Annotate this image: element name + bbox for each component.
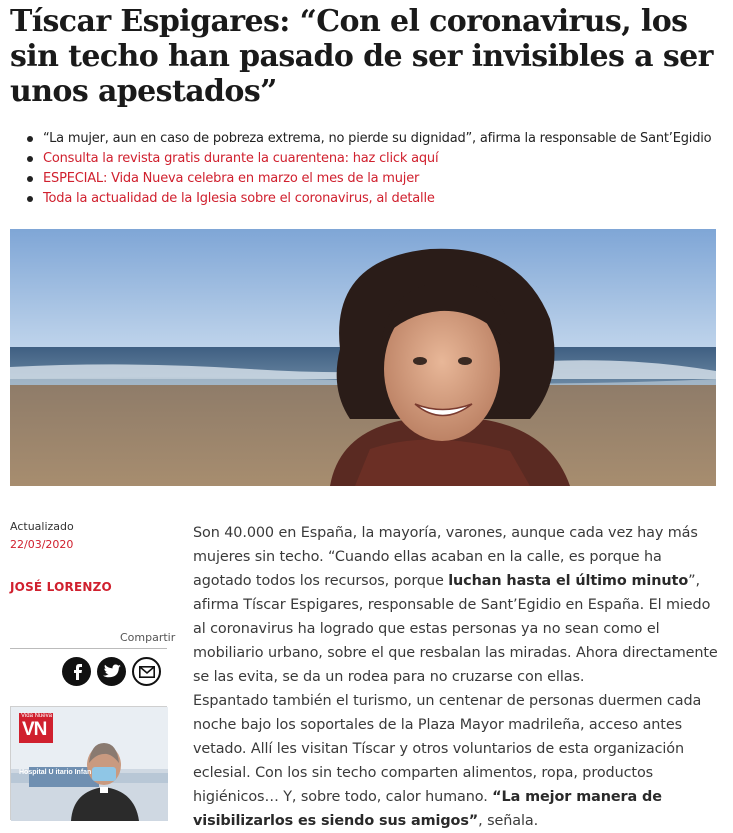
article-body [193, 521, 720, 833]
related-links-list [27, 129, 727, 209]
magazine-logo: VN [22, 719, 47, 740]
share-divider [10, 648, 167, 649]
email-share-button[interactable] [132, 657, 161, 686]
body-text: ”, afirma Tíscar Espigares, responsable de Sant’Egidio en España. El miedo al coronavirus ha logrado que estas personas ya no sean como el mobiliario urbano, sobre el que resbalan las miradas. Ahora directamente se las evita, se da un rodea para no cruzarse con ellas. [193, 573, 718, 685]
bullet-icon [27, 156, 33, 162]
share-label: Compartir [120, 631, 176, 644]
beach-portrait-image [10, 229, 716, 486]
share-buttons [62, 657, 161, 686]
bullet-icon [27, 196, 33, 202]
body-paragraph-1 [193, 521, 720, 689]
facebook-share-button[interactable] [62, 657, 91, 686]
related-link-special[interactable] [27, 169, 727, 189]
body-paragraph-2 [193, 689, 720, 833]
bullet-icon [27, 136, 33, 142]
author-link[interactable]: JOSÉ LORENZO [10, 580, 112, 594]
body-text: , señala. [478, 813, 539, 829]
body-text: Espantado también el turismo, un centenar de personas duermen cada noche bajo los soportales de la Plaza Mayor madrileña, acceso antes vetado. Allí les visitan Tíscar y otros voluntarios de esta organización eclesial. Con los sin techo comparten alimentos, ropa, productos higiénicos… Y, sobre todo, calor humano. [193, 693, 702, 805]
related-link-text[interactable]: Consulta la revista gratis durante la cuarentena: haz click aquí [43, 151, 439, 166]
magazine-banner-text: Hospital U itario Infan [19, 769, 92, 776]
related-item-text: “La mujer, aun en caso de pobreza extrema, no pierde su dignidad”, afirma la responsable de Sant’Egidio [43, 131, 712, 146]
email-icon [139, 666, 155, 678]
magazine-cover-thumbnail[interactable] [10, 706, 167, 820]
hero-photo [10, 229, 716, 486]
bullet-icon [27, 176, 33, 182]
related-link-text[interactable]: Toda la actualidad de la Iglesia sobre el coronavirus, al detalle [43, 191, 435, 206]
magazine-small-label: Vida Nueva [21, 713, 52, 719]
body-emphasis: luchan hasta el último minuto [448, 573, 689, 589]
related-item-quote [27, 129, 727, 149]
body-emphasis: “La mejor manera de visibilizarlos es siendo sus amigos” [193, 789, 662, 829]
related-link-magazine[interactable] [27, 149, 727, 169]
related-link-text[interactable]: ESPECIAL: Vida Nueva celebra en marzo el mes de la mujer [43, 171, 420, 186]
article-headline: Tíscar Espigares: “Con el coronavirus, los sin techo han pasado de ser invisibles a ser unos apestados” [10, 4, 713, 109]
facebook-icon [70, 664, 84, 680]
related-link-coronavirus[interactable] [27, 189, 727, 209]
twitter-icon [103, 664, 121, 679]
updated-label: Actualizado [10, 520, 74, 533]
body-text: Son 40.000 en España, la mayoría, varones, aunque cada vez hay más mujeres sin techo. “Cuando ellas acaban en la calle, es porque ha agotado todos los recursos, porque [193, 525, 698, 589]
twitter-share-button[interactable] [97, 657, 126, 686]
updated-date: 22/03/2020 [10, 538, 74, 551]
